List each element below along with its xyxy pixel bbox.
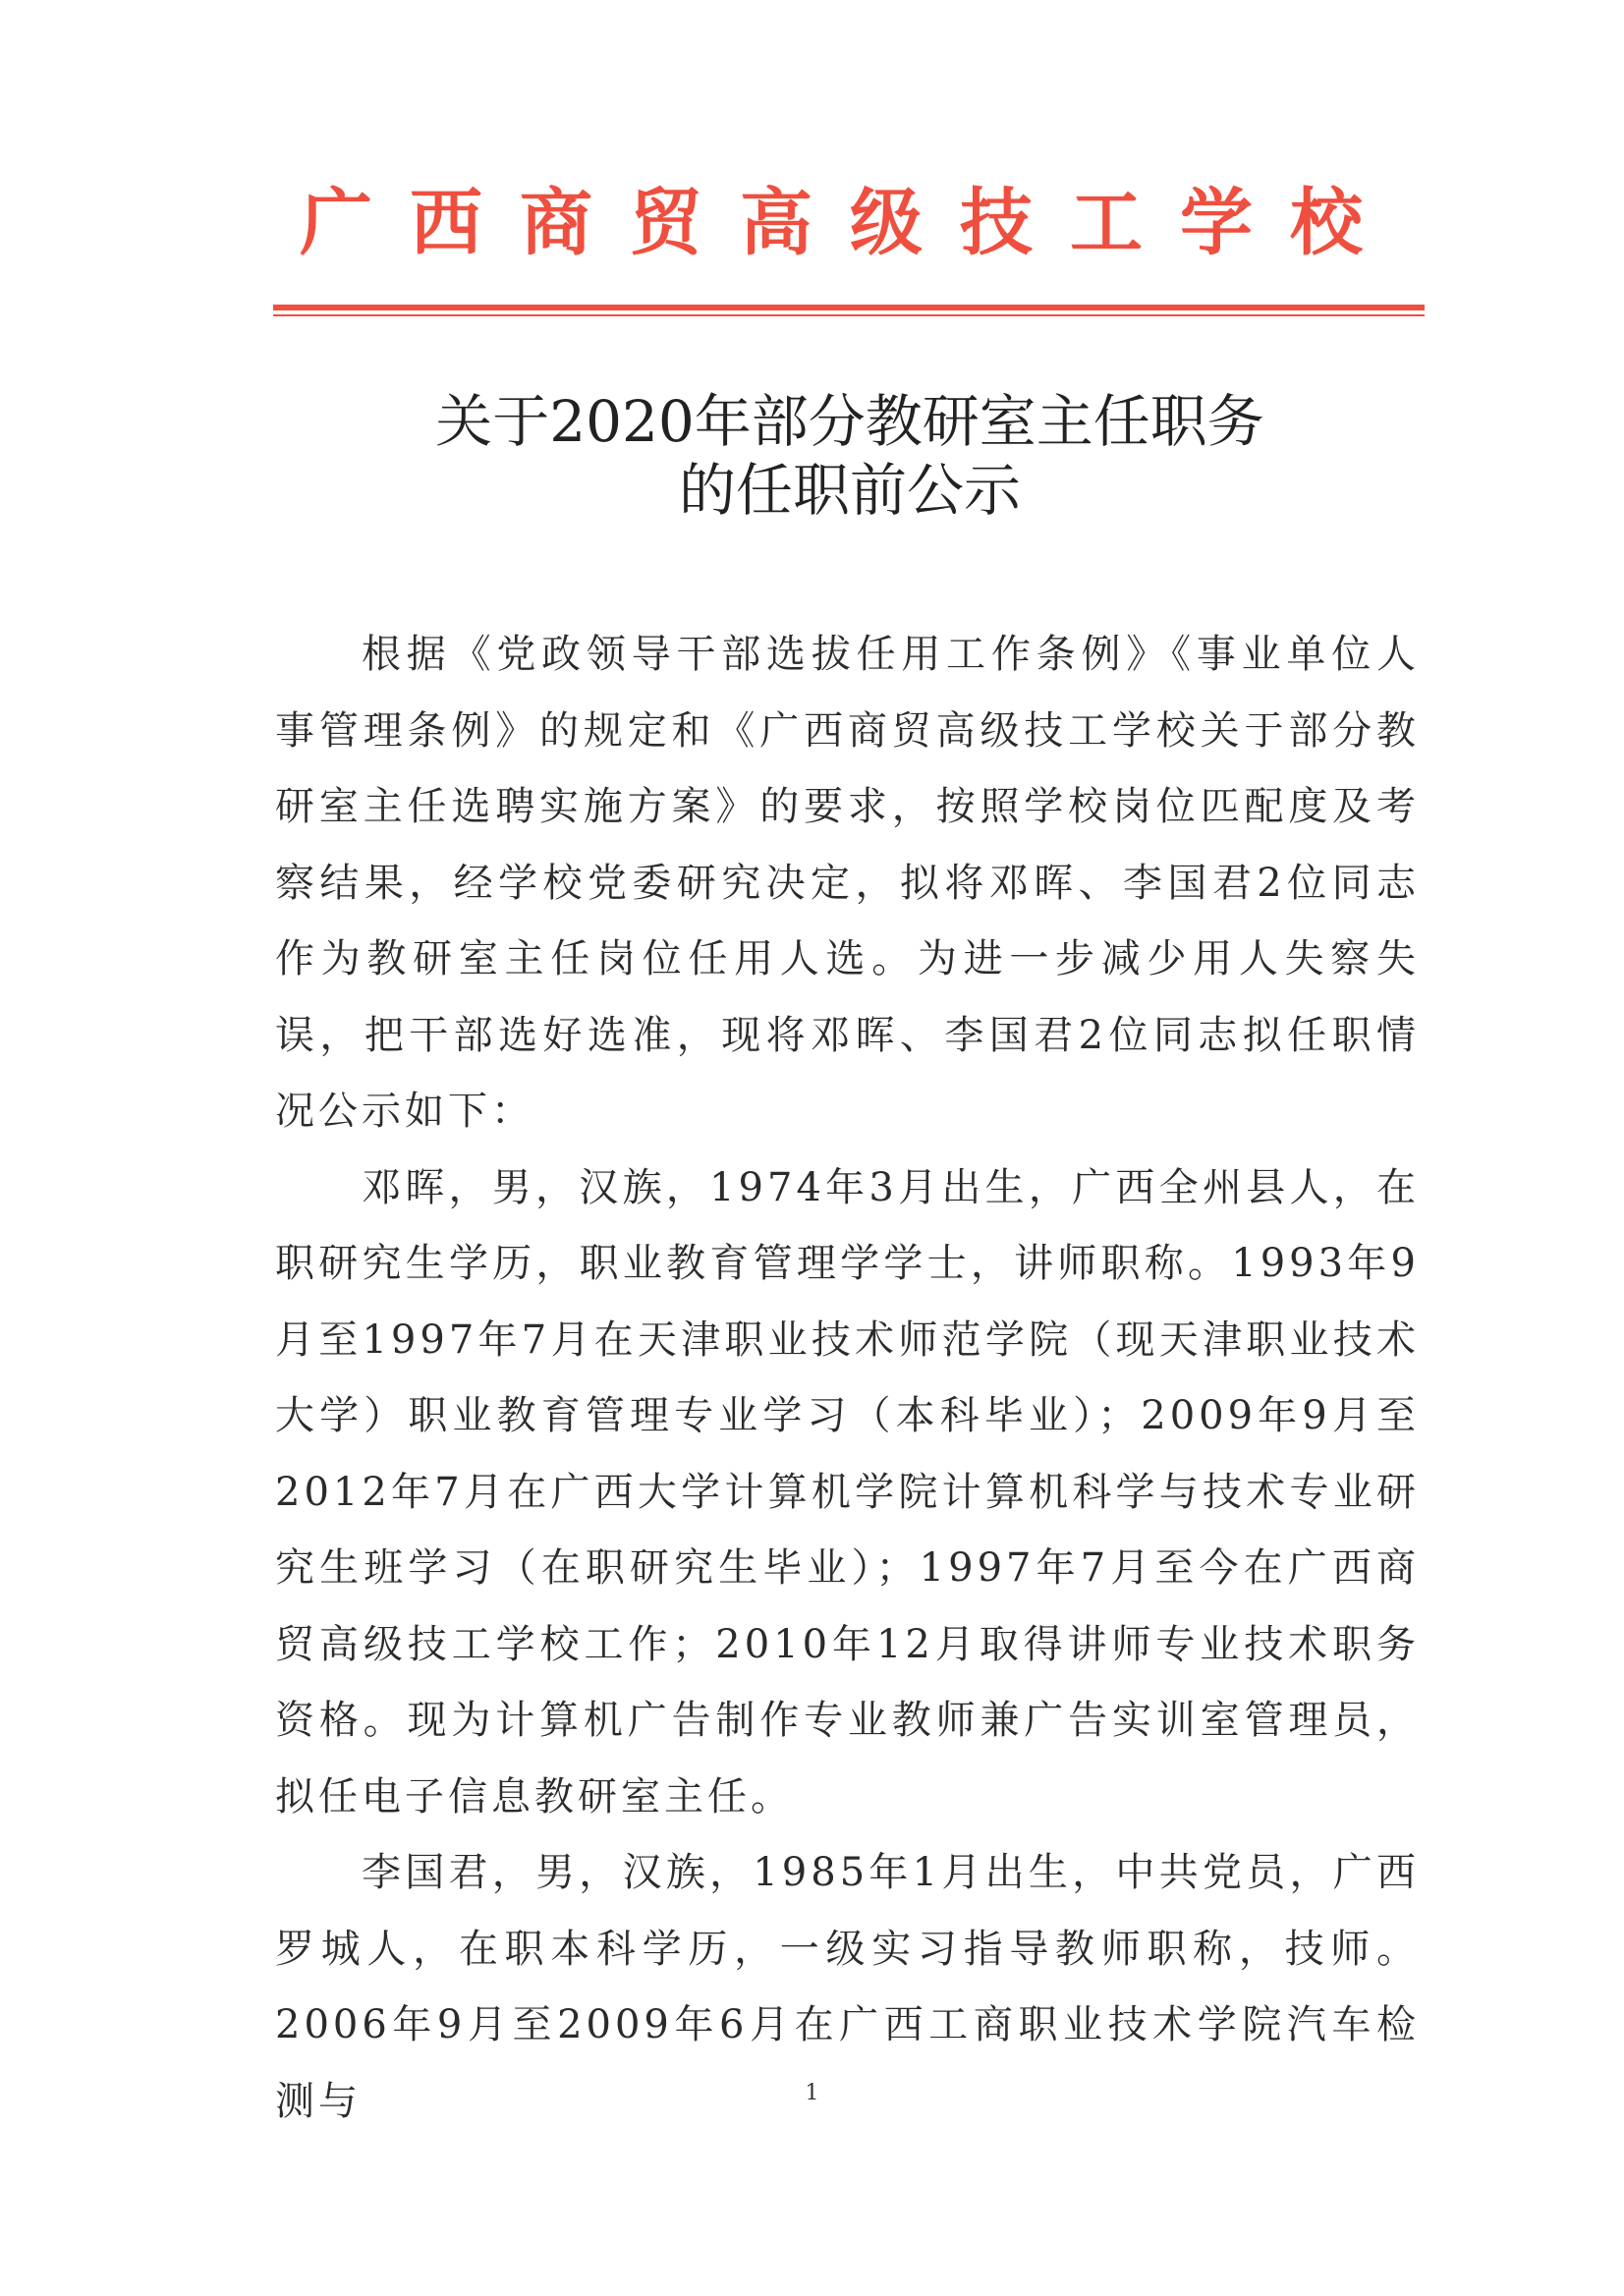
document-title-line-1: 关于2020年部分教研室主任职务 xyxy=(435,388,1264,455)
paragraph-intro: 根据《党政领导干部选拔任用工作条例》《事业单位人事管理条例》的规定和《广西商贸高级技工学校关于部分教研室主任选聘实施方案》的要求，按照学校岗位匹配度及考察结果，经学校党委研究决定，拟将邓晖、李国君2位同志作为教研室主任岗位任用人选。为进一步减少用人失察失误，把干部选好选准，现将邓晖、李国君2位同志拟任职情况公示如下： xyxy=(275,632,1420,1134)
letterhead-red-rule-thin xyxy=(273,314,1425,316)
paragraph-li-guojun: 李国君，男，汉族，1985年1月出生，中共党员，广西罗城人，在职本科学历，一级实习指导教师职称，技师。2006年9月至2009年6月在广西工商职业技术学院汽车检测与 xyxy=(275,1850,1420,2124)
paragraph-deng-hui: 邓晖，男，汉族，1974年3月出生，广西全州县人，在职研究生学历，职业教育管理学学士，讲师职称。1993年9月至1997年7月在天津职业技术师范学院（现天津职业技术大学）职业教育管理专业学习（本科毕业）；2009年9月至2012年7月在广西大学计算机学院计算机科学与技术专业研究生班学习（在职研究生毕业）；1997年7月至今在广西商贸高级技工学校工作；2010年12月取得讲师专业技术职务资格。现为计算机广告制作专业教师兼广告实训室管理员，拟任电子信息教研室主任。 xyxy=(275,1164,1420,1820)
page-number: 1 xyxy=(805,2081,819,2105)
letterhead-org-name: 广西商贸高级技工学校 xyxy=(300,181,1400,265)
letterhead-red-rule xyxy=(273,305,1425,310)
document-body xyxy=(275,617,1420,2140)
document-title-line-2: 的任职前公示 xyxy=(678,457,1021,524)
